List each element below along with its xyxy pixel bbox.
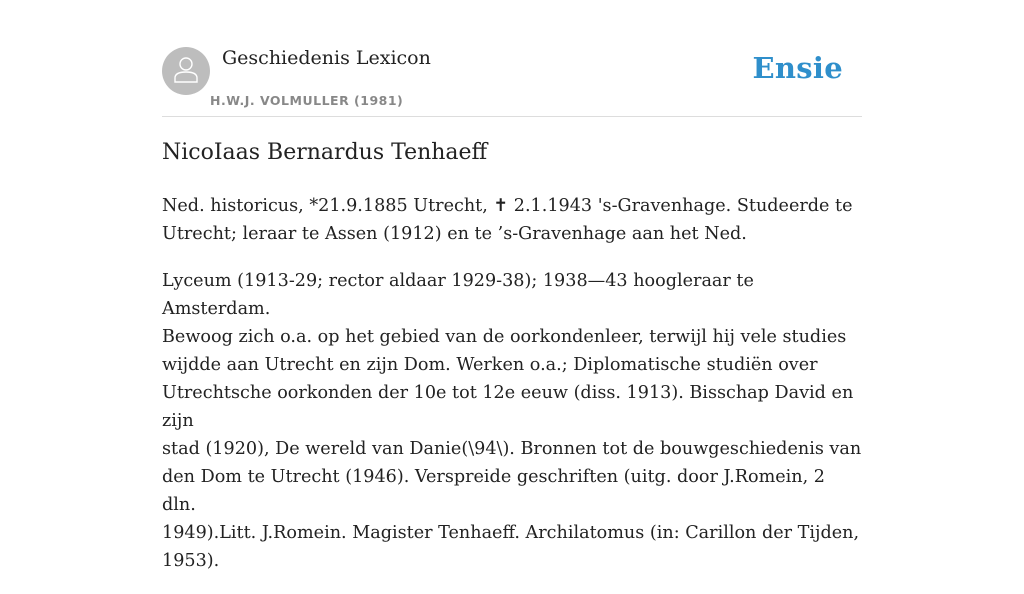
author-label: H.W.J. VOLMULLER (1981) <box>210 93 404 108</box>
entry-paragraph: Ned. historicus, *21.9.1885 Utrecht, ✝ 2.1.1943 's-Gravenhage. Studeerde te Utrecht; leraar te Assen (1912) en te ’s-Gravenhage aan het Ned. <box>162 196 853 244</box>
avatar[interactable] <box>162 47 210 95</box>
entry-paragraph: Lyceum (1913-29; rector aldaar 1929-38); 1938—43 hoogleraar te Amsterdam. Bewoog zich o.a. op het gebied van de oorkondenleer, terwijl hij vele studies wijdde aan Utrecht en zijn Dom. Werken o.a.; Diplomatische studiën over Utrechtsche oorkonden der 10e tot 12e eeuw (diss. 1913). Bisschap David en zijn stad (1920), De wereld van Danie(\94\). Bronnen tot de bouwgeschiedenis van den Dom te Utrecht (1946). Verspreide geschriften (uitg. door J.Romein, 2 dln. 1949).Litt. J.Romein. Magister Tenhaeff. Archilatomus (in: Carillon der Tijden, 1953). <box>162 271 862 571</box>
lexicon-title-link[interactable]: Geschiedenis Lexicon <box>222 47 431 69</box>
entry-title: NicoIaas Bernardus Tenhaeff <box>162 140 488 165</box>
user-icon <box>173 55 199 87</box>
entry-body <box>162 192 862 594</box>
ensie-logo[interactable]: Ensie <box>752 51 843 85</box>
entry-header <box>162 46 862 117</box>
